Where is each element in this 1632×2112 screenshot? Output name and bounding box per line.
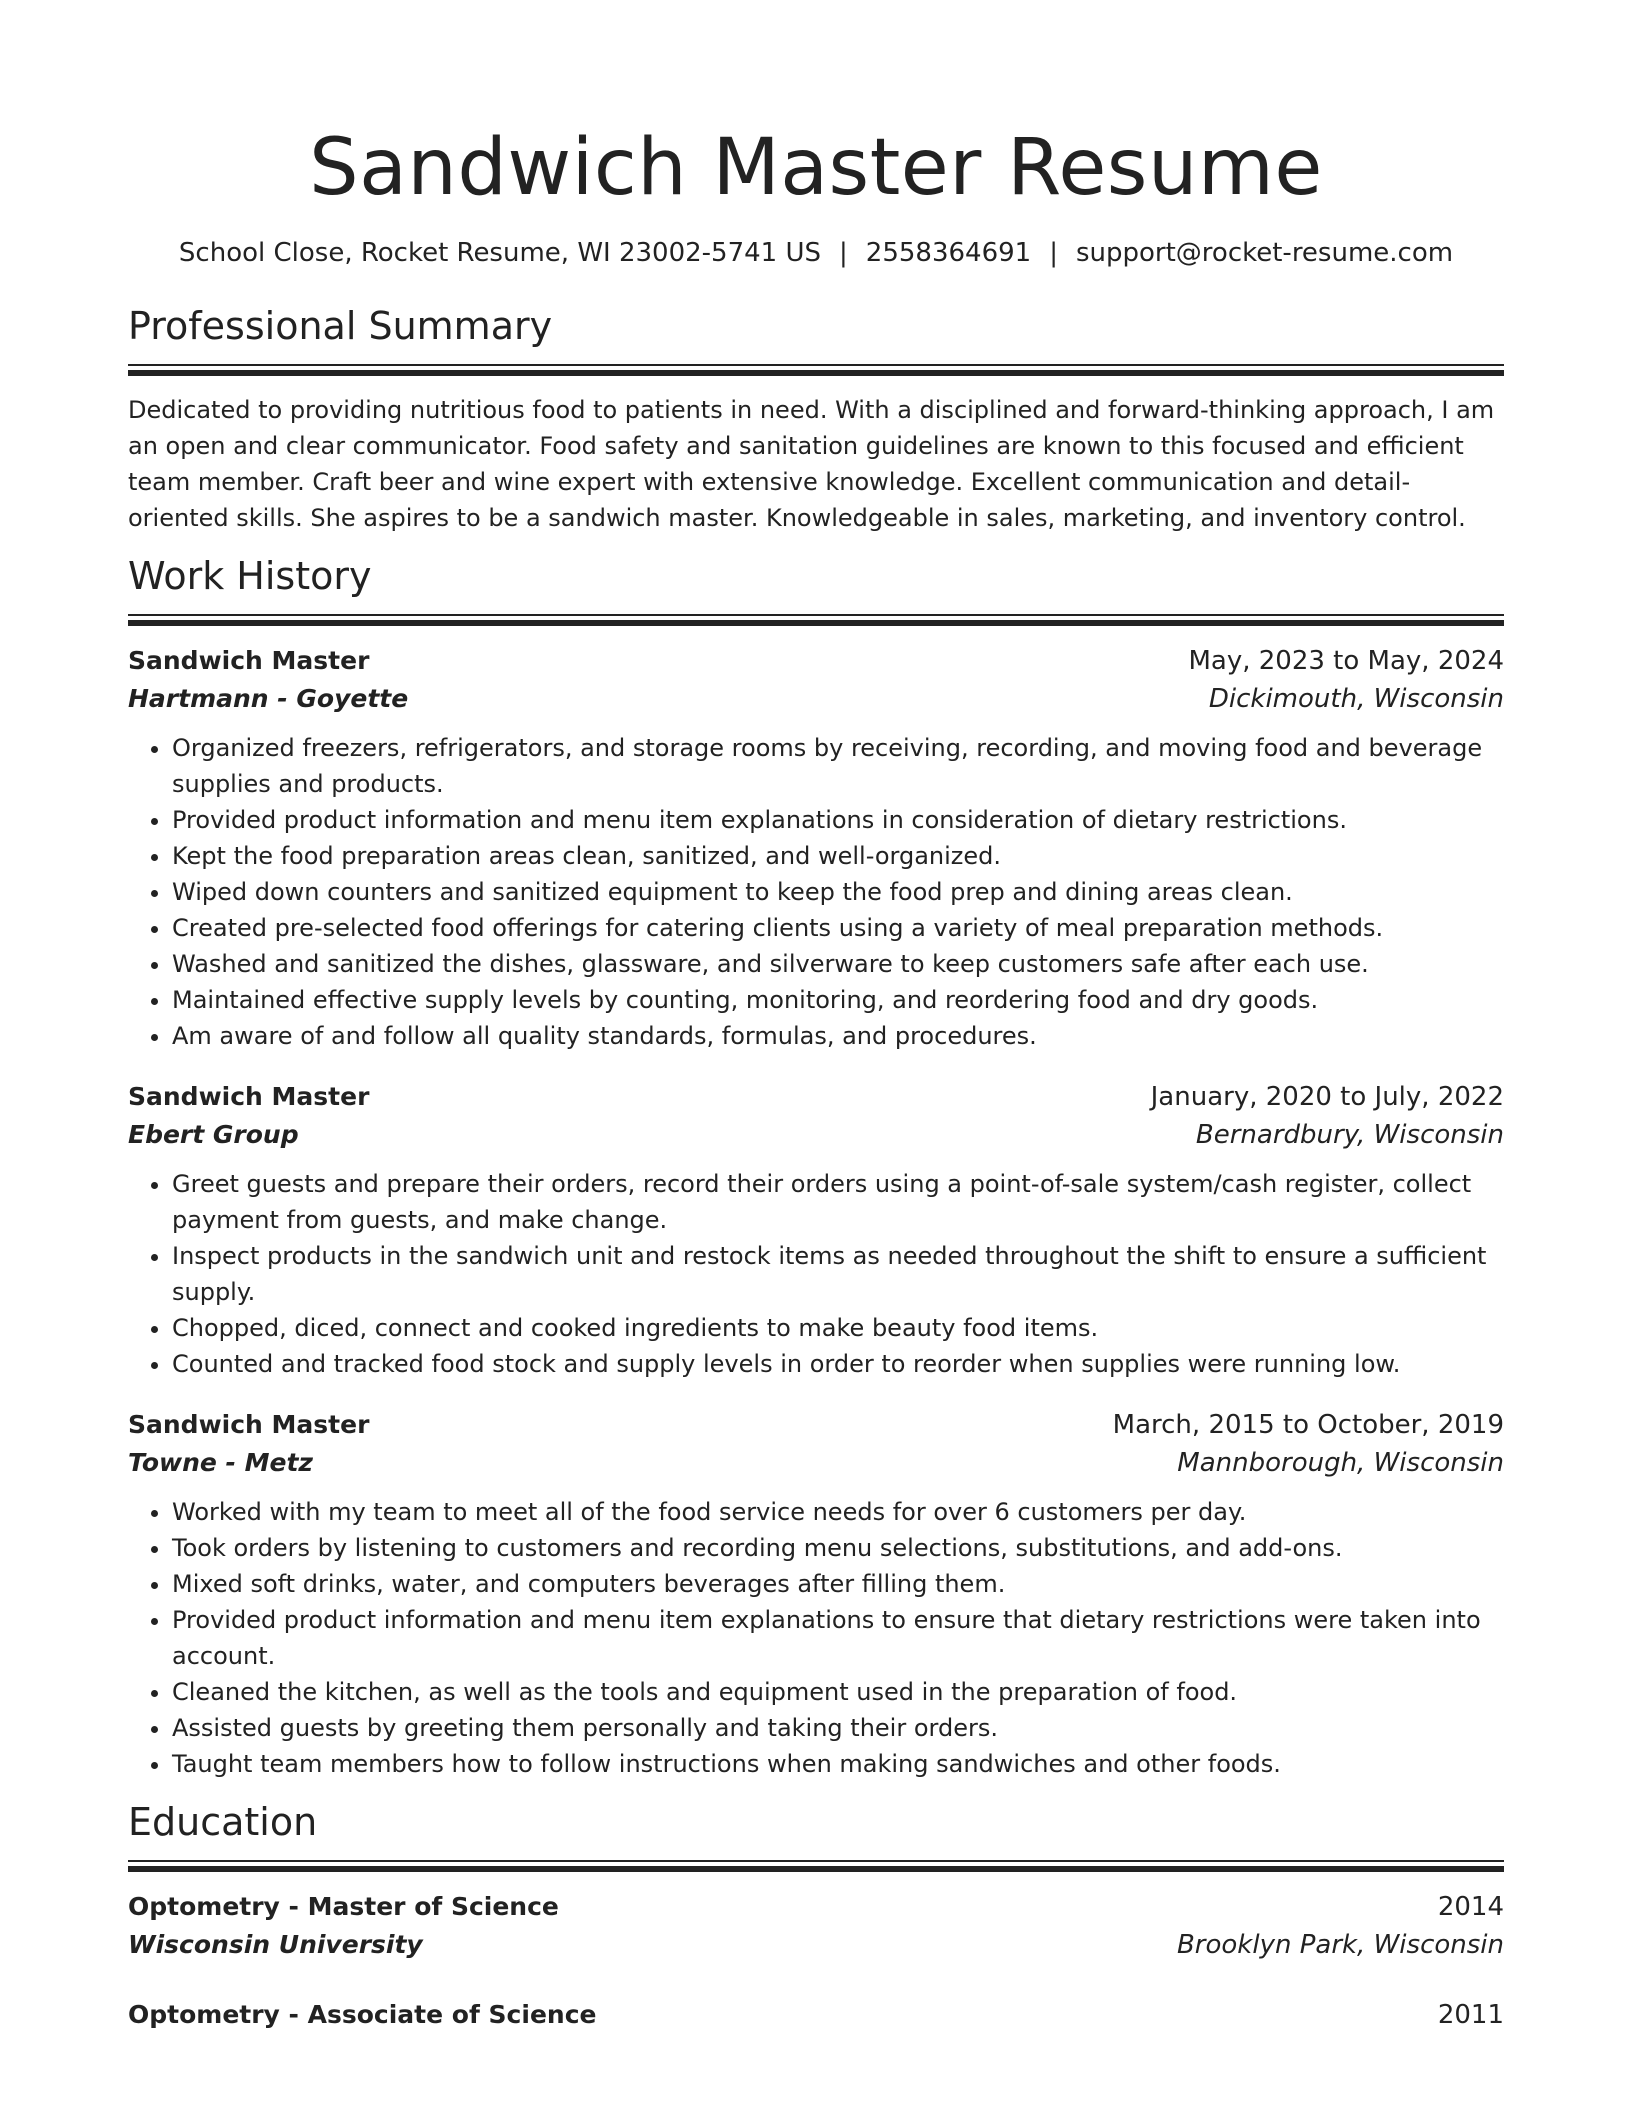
- contact-separator: |: [1049, 238, 1058, 268]
- job-duties: [128, 1494, 1504, 1782]
- job-duty: • Took orders by listening to customers and recording menu selections, substitutions, and add-ons.: [172, 1530, 1504, 1566]
- summary-heading: Professional Summary: [128, 304, 553, 348]
- job-company: Towne - Metz: [128, 1448, 313, 1477]
- job-company: Hartmann - Goyette: [128, 684, 409, 713]
- job-duty: • Worked with my team to meet all of the food service needs for over 6 customers per day.: [172, 1494, 1504, 1530]
- job-dates: May, 2023 to May, 2024: [1188, 646, 1504, 676]
- job-duty: • Washed and sanitized the dishes, glassware, and silverware to keep customers safe after each use.: [172, 946, 1504, 982]
- summary-text: Dedicated to providing nutritious food to patients in need. With a disciplined and forward-thinking approach, I am an open and clear communicator. Food safety and sanitation guidelines are known to this focused and efficient team member. Craft beer and wine expert with extensive knowledge. Excellent communication and detail-oriented skills. She aspires to be a sandwich master. Knowledgeable in sales, marketing, and inventory control.: [128, 396, 1495, 532]
- job-location: Bernardbury, Wisconsin: [1195, 1120, 1504, 1150]
- resume-name: Sandwich Master Resume: [309, 123, 1323, 213]
- job-entry: [128, 642, 1504, 1054]
- contact-phone: 2558364691: [865, 238, 1032, 268]
- job-duty: • Assisted guests by greeting them personally and taking their orders.: [172, 1710, 1504, 1746]
- contact-email: support@rocket-resume.com: [1075, 238, 1454, 268]
- job-dates: January, 2020 to July, 2022: [1150, 1082, 1504, 1112]
- contact-address: School Close, Rocket Resume, WI 23002-5741 US: [178, 238, 822, 268]
- education-section: [128, 1798, 1504, 2034]
- job-duty: • Provided product information and menu item explanations in consideration of dietary restrictions.: [172, 802, 1504, 838]
- contact-separator: |: [839, 238, 848, 268]
- section-divider: [128, 1860, 1504, 1872]
- job-title: Sandwich Master: [128, 646, 370, 675]
- job-duty: • Mixed soft drinks, water, and computers beverages after filling them.: [172, 1566, 1504, 1602]
- job-title: Sandwich Master: [128, 1410, 370, 1439]
- education-heading: Education: [128, 1800, 318, 1844]
- job-duty: • Am aware of and follow all quality standards, formulas, and procedures.: [172, 1018, 1504, 1054]
- job-duty: • Counted and tracked food stock and supply levels in order to reorder when supplies were running low.: [172, 1346, 1504, 1382]
- job-duty: • Kept the food preparation areas clean, sanitized, and well-organized.: [172, 838, 1504, 874]
- job-location: Mannborough, Wisconsin: [1177, 1448, 1504, 1478]
- job-location: Dickimouth, Wisconsin: [1208, 684, 1504, 714]
- education-degree: Optometry - Associate of Science: [128, 2000, 597, 2029]
- education-year: 2011: [1437, 2000, 1504, 2030]
- job-duty: • Chopped, diced, connect and cooked ingredients to make beauty food items.: [172, 1310, 1504, 1346]
- job-duties: [128, 730, 1504, 1054]
- summary-section: [128, 302, 1504, 536]
- job-duties: [128, 1166, 1504, 1382]
- job-duty: • Taught team members how to follow instructions when making sandwiches and other foods.: [172, 1746, 1504, 1782]
- job-duty: • Organized freezers, refrigerators, and storage rooms by receiving, recording, and moving food and beverage supplies and products.: [172, 730, 1504, 802]
- education-year: 2014: [1437, 1892, 1504, 1922]
- work-history-section: [128, 552, 1504, 1782]
- education-entry: [128, 1996, 1504, 2034]
- education-degree: Optometry - Master of Science: [128, 1892, 559, 1921]
- job-duty: • Maintained effective supply levels by counting, monitoring, and reordering food and dry goods.: [172, 982, 1504, 1018]
- section-divider: [128, 614, 1504, 626]
- job-duty: • Created pre-selected food offerings for catering clients using a variety of meal preparation methods.: [172, 910, 1504, 946]
- work-history-heading: Work History: [128, 554, 372, 598]
- job-duty: • Provided product information and menu item explanations to ensure that dietary restrictions were taken into account.: [172, 1602, 1504, 1674]
- education-location: Brooklyn Park, Wisconsin: [1176, 1930, 1504, 1960]
- education-school: Wisconsin University: [128, 1930, 423, 1959]
- section-divider: [128, 364, 1504, 376]
- job-entry: [128, 1078, 1504, 1382]
- job-title: Sandwich Master: [128, 1082, 370, 1111]
- job-entry: [128, 1406, 1504, 1782]
- job-duty: • Inspect products in the sandwich unit and restock items as needed throughout the shift to ensure a sufficient supply.: [172, 1238, 1504, 1310]
- education-entry: [128, 1888, 1504, 1964]
- job-duty: • Greet guests and prepare their orders, record their orders using a point-of-sale system/cash register, collect payment from guests, and make change.: [172, 1166, 1504, 1238]
- job-company: Ebert Group: [128, 1120, 299, 1149]
- contact-line: [128, 236, 1504, 270]
- job-duty: • Cleaned the kitchen, as well as the tools and equipment used in the preparation of food.: [172, 1674, 1504, 1710]
- job-dates: March, 2015 to October, 2019: [1112, 1410, 1504, 1440]
- job-duty: • Wiped down counters and sanitized equipment to keep the food prep and dining areas clean.: [172, 874, 1504, 910]
